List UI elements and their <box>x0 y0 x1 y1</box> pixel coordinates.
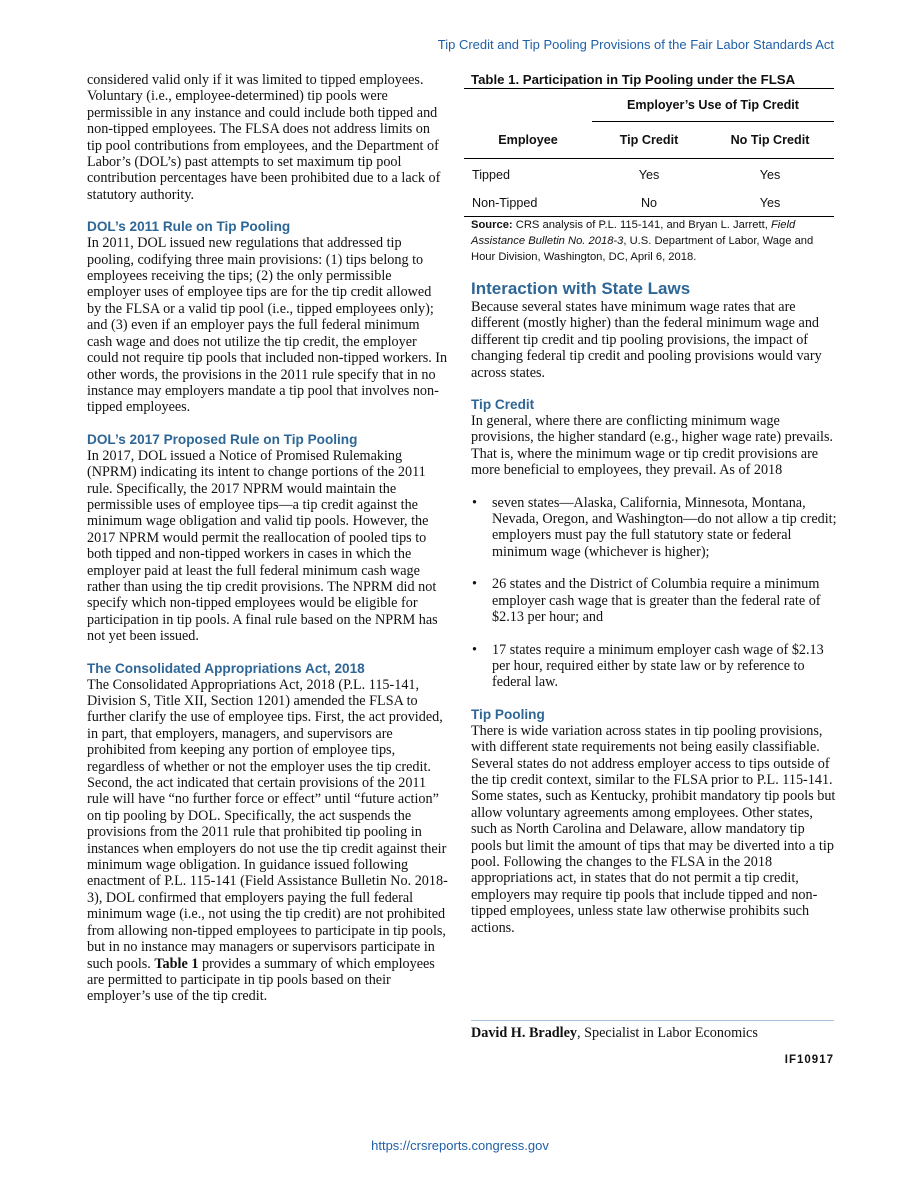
paragraph-text-part-1: The Consolidated Appropriations Act, 2018 (P.L. 115-141, Division S, Title XII, Section 1201) amended the FLSA to further clarify the use of employee tips. First, the act provided, in part, that employers, managers, and supervisors are prohibited from keeping any portion of employee tips, regardless of whether or not the employer uses the tip credit. Second, the act indicated that certain provisions of the 2011 rule will have “no further force or effect” until “future action” on tip pooling by DOL. Specifically, the act suspends the provisions from the 2011 rule that prohibited tip pooling in instances when employers do not use the tip credit against their minimum wage obligation. In guidance issued following enactment of P.L. 115-141 (Field Assistance Bulletin No. 2018-3), DOL confirmed that employers paying the full federal minimum wage (i.e., not using the tip credit) are not prohibited from allowing non-tipped employees to participate in tip pools, but in no instance may managers or supervisors participate in such pools. <box>87 676 448 972</box>
right-column <box>471 72 837 936</box>
state-tip-credit-list <box>471 495 837 691</box>
product-code: IF10917 <box>784 1054 834 1066</box>
table-cell-tip-credit: Yes <box>638 167 660 182</box>
table-1-reference-link[interactable]: Table 1 <box>154 955 199 972</box>
table-cell-no-tip-credit: Yes <box>759 167 781 182</box>
running-header: Tip Credit and Tip Pooling Provisions of the Fair Labor Standards Act <box>437 37 834 52</box>
table-row <box>464 159 834 191</box>
table-header-employee: Employee <box>498 132 558 147</box>
list-item <box>471 642 837 691</box>
footer-url-link[interactable]: https://crsreports.congress.gov <box>371 1138 549 1153</box>
table-group-header: Employer’s Use of Tip Credit <box>592 89 834 122</box>
table-row <box>464 190 834 217</box>
heading-consolidated-appropriations-act: The Consolidated Appropriations Act, 2018 <box>87 660 365 676</box>
paragraph-tip-credit: In general, where there are conflicting minimum wage provisions, the higher standard (e.g., higher wage rate) prevails. That is, where the minimum wage or tip credit provisions are more beneficial to employees, they prevail. As of 2018 <box>471 413 834 479</box>
list-item-text: seven states—Alaska, California, Minnesota, Montana, Nevada, Oregon, and Washington—do not allow a tip credit; employers must pay the full statutory state or federal minimum wage (whichever is higher); <box>492 494 837 560</box>
table-1 <box>464 88 834 217</box>
table-cell-employee: Tipped <box>472 167 511 182</box>
source-label: Source: <box>471 219 513 231</box>
bullet-icon: • <box>472 576 477 593</box>
source-italic-citation: Field Assistance Bulletin No. 2018-3 <box>471 219 796 247</box>
paragraph-text-part-2: provides a summary of which employees are permitted to participate in tip pools based on their employer’s use of the tip credit. <box>87 955 435 1005</box>
paragraph-dol-2017-proposed-rule: In 2017, DOL issued a Notice of Promised Rulemaking (NPRM) indicating its intent to change portions of the 2011 rule. Specifically, the 2017 NPRM would maintain the permissible uses of employee tips—a tip credit against the minimum wage obligation and valid tip pools. However, the 2017 NPRM would permit the reallocation of pooled tips to both tipped and non-tipped workers in cases in which the employer paid at least the full federal minimum cash wage rather than using the tip credit provisions. The NPRM did not specify which non-tipped employees would be eligible for participation in tip pools. A final rule based on the NPRM has not yet been issued. <box>87 447 438 645</box>
list-item <box>471 576 837 625</box>
heading-tip-credit: Tip Credit <box>471 397 535 413</box>
table-cell-no-tip-credit: Yes <box>759 195 781 210</box>
paragraph-tip-pool-validity: considered valid only if it was limited to tipped employees. Voluntary (i.e., employee-determined) tip pools were permissible in any instance and could include both tipped and non-tipped employees. The FLSA does not address limits on tip pool contributions from employees, and the Department of Labor’s (DOL’s) past attempts to set maximum tip pool contribution percentages have been prohibited due to a lack of statutory authority. <box>87 72 441 203</box>
heading-interaction-with-state-laws: Interaction with State Laws <box>471 279 691 298</box>
author-title: , Specialist in Labor Economics <box>577 1025 758 1041</box>
paragraph-dol-2011-rule: In 2011, DOL issued new regulations that addressed tip pooling, codifying three main provisions: (1) tips belong to employees receiving the tips; (2) the only permissible employer uses of employee tips are for the tip credit allowed by the FLSA or a valid tip pool (i.e., tipped employees only); and (3) even if an employer pays the full federal minimum cash wage and does not utilize the tip credit, the employer could not require tip pools that included non-tipped workers. In other words, the provisions in the 2011 rule specify that in no instance may employers mandate a tip pool that involves non-tipped employees. <box>87 235 448 416</box>
source-text-2: , U.S. Department of Labor, Wage and Hour Division, Washington, DC, April 6, 2018. <box>471 235 814 263</box>
left-column <box>87 72 448 1005</box>
author-line <box>471 1025 758 1042</box>
heading-dol-2017-proposed-rule: DOL’s 2017 Proposed Rule on Tip Pooling <box>87 431 358 447</box>
table-header-row <box>464 122 834 159</box>
table-1-title: Table 1. Participation in Tip Pooling under the FLSA <box>471 72 796 87</box>
table-cell-employee: Non-Tipped <box>472 195 538 210</box>
table-group-header-row <box>464 89 834 122</box>
author-name: David H. Bradley <box>471 1025 578 1041</box>
paragraph-state-laws: Because several states have minimum wage rates that are different (mostly higher) than the federal minimum wage and different tip credit and tip pooling provisions, the impact of changing federal tip credit and pooling provisions would vary across states. <box>471 299 822 381</box>
table-cell-tip-credit: No <box>640 195 658 210</box>
table-header-no-tip-credit: No Tip Credit <box>730 132 810 147</box>
table-empty-cell <box>464 89 592 122</box>
heading-tip-pooling: Tip Pooling <box>471 706 545 722</box>
bullet-icon: • <box>472 494 477 511</box>
table-header-tip-credit: Tip Credit <box>619 132 679 147</box>
paragraph-consolidated-appropriations-act <box>87 677 448 1005</box>
list-item-text: 26 states and the District of Columbia require a minimum employer cash wage that is greater than the federal rate of $2.13 per hour; and <box>492 576 821 626</box>
author-divider <box>471 1020 834 1021</box>
heading-dol-2011-rule: DOL’s 2011 Rule on Tip Pooling <box>87 219 291 235</box>
list-item-text: 17 states require a minimum employer cash wage of $2.13 per hour, required either by state law or by reference to federal law. <box>492 641 824 691</box>
table-1-source-note <box>471 217 837 265</box>
paragraph-tip-pooling: There is wide variation across states in tip pooling provisions, with different state requirements not being easily classifiable. Several states do not address employer access to tips outside of the tip credit context, similar to the FLSA prior to P.L. 115-141. Some states, such as Kentucky, prohibit mandatory tip pools but allow voluntary agreements among employees. Other states, such as North Carolina and Delaware, allow mandatory tip pools but limit the amount of tips that may be diverted into a tip pool. Following the changes to the FLSA in the 2018 appropriations act, in states that do not permit a tip credit, employers may require tip pools that include tipped and non-tipped employees, unless state law otherwise prohibits such actions. <box>471 722 836 936</box>
bullet-icon: • <box>472 641 477 658</box>
source-text-1: CRS analysis of P.L. 115-141, and Bryan L. Jarrett, <box>512 219 771 231</box>
list-item <box>471 495 837 561</box>
